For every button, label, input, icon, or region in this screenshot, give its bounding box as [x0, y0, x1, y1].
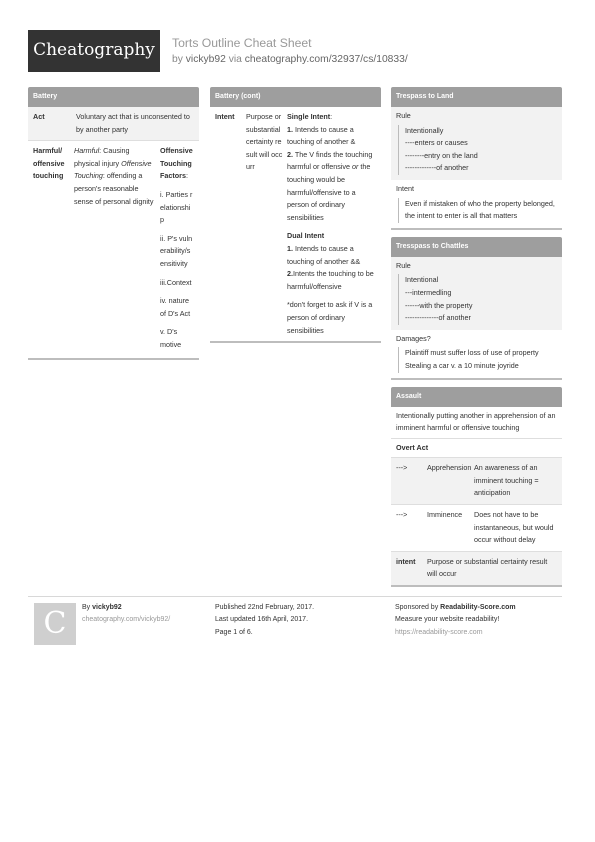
offensive-def: : offending a person's reasonable sense of personal dignity [74, 171, 154, 206]
row-label: Act [33, 112, 45, 121]
rule-lines [398, 125, 557, 175]
row-label: Harmful/ offensive touching [33, 146, 65, 181]
term-text: Imminence [427, 510, 463, 520]
footer-author-link[interactable]: vickyb92 [92, 604, 122, 611]
dual-intent-1: 1. Intends to cause a touching of another && [287, 243, 361, 266]
footer-author [82, 602, 170, 627]
section-heading: Assault [391, 387, 562, 407]
table-row [210, 107, 381, 341]
rule-line: --------entry on the land [405, 150, 478, 160]
factors-title: Offensive Touching Factors: [160, 146, 193, 181]
harmful-def: : Causing physical injury [74, 146, 130, 168]
page-number: Page 1 of 6. [215, 628, 253, 636]
footer-sponsor [395, 602, 516, 639]
factor-item: iii.Context [160, 277, 192, 287]
offensive-term: Offensive Touching [74, 158, 152, 181]
table-row [391, 552, 562, 585]
updated-date: Last updated 16th April, 2017. [215, 616, 309, 624]
section-heading: Battery (cont) [210, 87, 381, 107]
trespass-land-section [391, 87, 562, 230]
rule-label: Rule [396, 111, 411, 120]
factors-list [160, 145, 193, 351]
sponsor-url[interactable]: https://readability-score.com [395, 628, 483, 636]
intent-detail [287, 111, 376, 337]
battery-section [28, 87, 199, 360]
damages-label: Damages? [396, 333, 431, 343]
intent-label: Intent [396, 183, 414, 193]
section-heading: Battery [28, 87, 199, 107]
intent-short: Purpose or substantial certainty result will occurr [246, 112, 283, 172]
intent-block [391, 180, 562, 228]
def-text: Does not have to be instantaneous, but would occur without delay [474, 510, 554, 545]
cheatography-logo[interactable]: Cheatography [28, 30, 160, 72]
page-title: Torts Outline Cheat Sheet [172, 36, 312, 50]
by-text: by [172, 53, 183, 65]
section-heading: Tresspass to Chattles [391, 237, 562, 257]
factor-item: ii. P's vulnerability/sensitivity [160, 233, 193, 268]
rule-line: Intentional [405, 275, 439, 285]
table-row [391, 505, 562, 552]
rule-line: ------with the property [405, 300, 473, 310]
battery-cont-section [210, 87, 381, 343]
term-text: Apprehension [427, 463, 472, 473]
row-value [74, 145, 160, 351]
subtitle [172, 53, 408, 66]
rule-line: Intentionally [405, 125, 444, 135]
author-link[interactable]: vickyb92 [185, 53, 226, 65]
harmful-term: Harmful [74, 146, 100, 156]
arrow-text: ---> [396, 463, 408, 473]
footer-by: By vickyb92 [82, 604, 122, 611]
single-intent-2: 2. The V finds the touching harmful or offensive or the touching would be harmful/offensive to a person of ordinary sensibilities [287, 149, 373, 222]
sponsor-line: Sponsored by Readability-Score.com [395, 604, 516, 611]
rule-label: Rule [396, 260, 411, 270]
damages-line: Stealing a car v. a 10 minute joyride [405, 360, 519, 370]
published-date: Published 22nd February, 2017. [215, 604, 315, 611]
assault-section [391, 387, 562, 588]
table-row [391, 458, 562, 505]
dual-intent-title: Dual Intent [287, 231, 325, 241]
footer-author-url[interactable]: cheatography.com/vickyb92/ [82, 616, 171, 624]
factor-item: v. D's motive [160, 327, 182, 349]
rule-line: ---intermedling [405, 287, 452, 297]
column-2 [210, 87, 381, 350]
row-value: Purpose or substantial certainty result will occur [427, 556, 548, 579]
avatar[interactable]: C [34, 603, 76, 645]
rule-block [391, 107, 562, 180]
factor-item: iv. nature of D's Act [160, 296, 191, 318]
column-1 [28, 87, 199, 367]
footer-dates [215, 602, 314, 639]
rule-block [391, 257, 562, 330]
section-heading: Trespass to Land [391, 87, 562, 107]
rule-line: ----enters or causes [405, 138, 468, 148]
def-text: An awareness of an imminent touching = anticipation [474, 463, 539, 498]
sheet-url-link[interactable]: cheatography.com/32937/cs/10833/ [244, 53, 408, 65]
intent-text: Even if mistaken of who the property belonged, the intent to enter is all that matters [398, 198, 557, 223]
footer-divider [28, 596, 562, 597]
column-3 [391, 87, 562, 594]
factor-item: i. Parties relationship [160, 189, 193, 225]
rule-line: --------------of another [405, 313, 471, 323]
dual-intent-2: 2.Intents the touching to be harmful/offensive [287, 269, 374, 291]
header [172, 36, 408, 66]
table-row [28, 141, 199, 357]
rule-lines [398, 274, 557, 324]
sponsor-tagline: Measure your website readability! [395, 616, 500, 624]
rule-line: -------------of another [405, 163, 469, 173]
trespass-chattles-section [391, 237, 562, 380]
assault-intro: Intentionally putting another in apprehension of an imminent harmful or offensive touching [391, 407, 562, 439]
sponsor-link[interactable]: Readability-Score.com [440, 604, 516, 611]
damages-block [391, 330, 562, 378]
table-row [28, 107, 199, 141]
row-label: Intent [215, 112, 235, 121]
damages-line: Plaintiff must suffer loss of use of property [405, 348, 539, 358]
note-text: *don't forget to ask if V is a person of ordinary sensibilities [287, 300, 373, 335]
row-label: intent [396, 556, 416, 566]
single-intent-title: Single Intent: [287, 112, 333, 121]
overt-act-label: Overt Act [391, 439, 562, 459]
via-text: via [228, 53, 242, 65]
arrow-text: ---> [396, 510, 408, 520]
damages-lines [398, 347, 557, 372]
row-value: Voluntary act that is unconsented to by another party [76, 112, 190, 134]
single-intent-1: 1. Intends to cause a touching of another & [287, 124, 356, 147]
